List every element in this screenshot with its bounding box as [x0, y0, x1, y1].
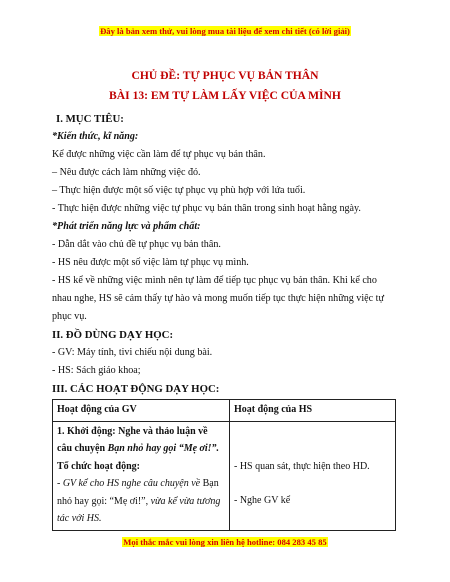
activities-table [52, 399, 396, 531]
hs-spacer [234, 475, 391, 492]
table-row [53, 421, 396, 530]
story-tail: vừa kể vừa tương tác với HS. [57, 495, 221, 524]
lesson-content [52, 110, 398, 531]
bottom-banner-text: Mọi thắc mắc vui lòng xin liên hệ hotline: 084 283 45 85 [123, 537, 327, 547]
competence-item: - Dẫn dắt vào chủ đề tự phục vụ bản thân. [52, 239, 221, 250]
topic-title: CHỦ ĐỀ: TỰ PHỤC VỤ BẢN THÂN [131, 69, 319, 82]
knowledge-item: Kể được những việc cần làm để tự phục vụ bản thân. [52, 149, 266, 160]
materials-heading: II. ĐỒ DÙNG DẠY HỌC: [52, 329, 174, 341]
top-preview-banner [0, 26, 450, 36]
lesson-title: BÀI 13: EM TỰ LÀM LẤY VIỆC CỦA MÌNH [109, 89, 341, 102]
start-label: 1. Khởi động: [57, 425, 116, 437]
column-header-hs: Hoạt động của HS [230, 400, 396, 422]
competence-item: - HS kể về những việc mình nên tự làm để tiếp tục phục vụ bản thân. Khi kể cho nhau nghe, HS sẽ cảm thấy tự hào và mong muốn tiếp tục thực hiện những việc tự phục vụ. [52, 275, 384, 322]
knowledge-item: – Nêu được cách làm những việc đó. [52, 167, 201, 178]
bottom-hotline-banner [0, 537, 450, 547]
materials-item: - GV: Máy tính, tivi chiếu nội dung bài. [52, 347, 213, 358]
story-name: Bạn nhỏ hay gọi: “Mẹ ơi!”, [57, 478, 219, 507]
knowledge-heading: *Kiến thức, kĩ năng: [52, 131, 139, 142]
hs-spacer [234, 423, 391, 458]
objectives-heading: I. MỤC TIÊU: [56, 113, 124, 125]
competence-heading: *Phát triển năng lực và phẩm chất: [52, 221, 201, 232]
materials-item: - HS: Sách giáo khoa; [52, 365, 141, 376]
knowledge-item: - Thực hiện được những việc tự phục vụ bản thân trong sinh hoạt hằng ngày. [52, 203, 361, 214]
hs-activity-cell [230, 421, 396, 530]
top-banner-text: Đây là bản xem thử, vui lòng mua tài liệu để xem chi tiết (có lời giải) [100, 26, 350, 36]
gv-activity-cell [53, 421, 230, 530]
knowledge-item: – Thực hiện được một số việc tự phục vụ phù hợp với lứa tuổi. [52, 185, 306, 196]
hs-observe: - HS quan sát, thực hiện theo HD. [234, 460, 370, 472]
table-header-row [53, 400, 396, 422]
start-text: Nghe và thảo luận về câu chuyện [57, 425, 208, 454]
activities-heading: III. CÁC HOẠT ĐỘNG DẠY HỌC: [52, 383, 220, 395]
story-intro: - GV kể cho HS nghe câu chuyện về [57, 478, 201, 489]
story-title: Bạn nhỏ hay gọi “Mẹ ơi!”. [107, 443, 220, 454]
competence-item: - HS nêu được một số việc làm tự phục vụ mình. [52, 257, 249, 268]
hs-listen: - Nghe GV kể [234, 495, 291, 506]
org-heading: Tổ chức hoạt động: [57, 460, 140, 472]
column-header-gv: Hoạt động của GV [53, 400, 230, 422]
